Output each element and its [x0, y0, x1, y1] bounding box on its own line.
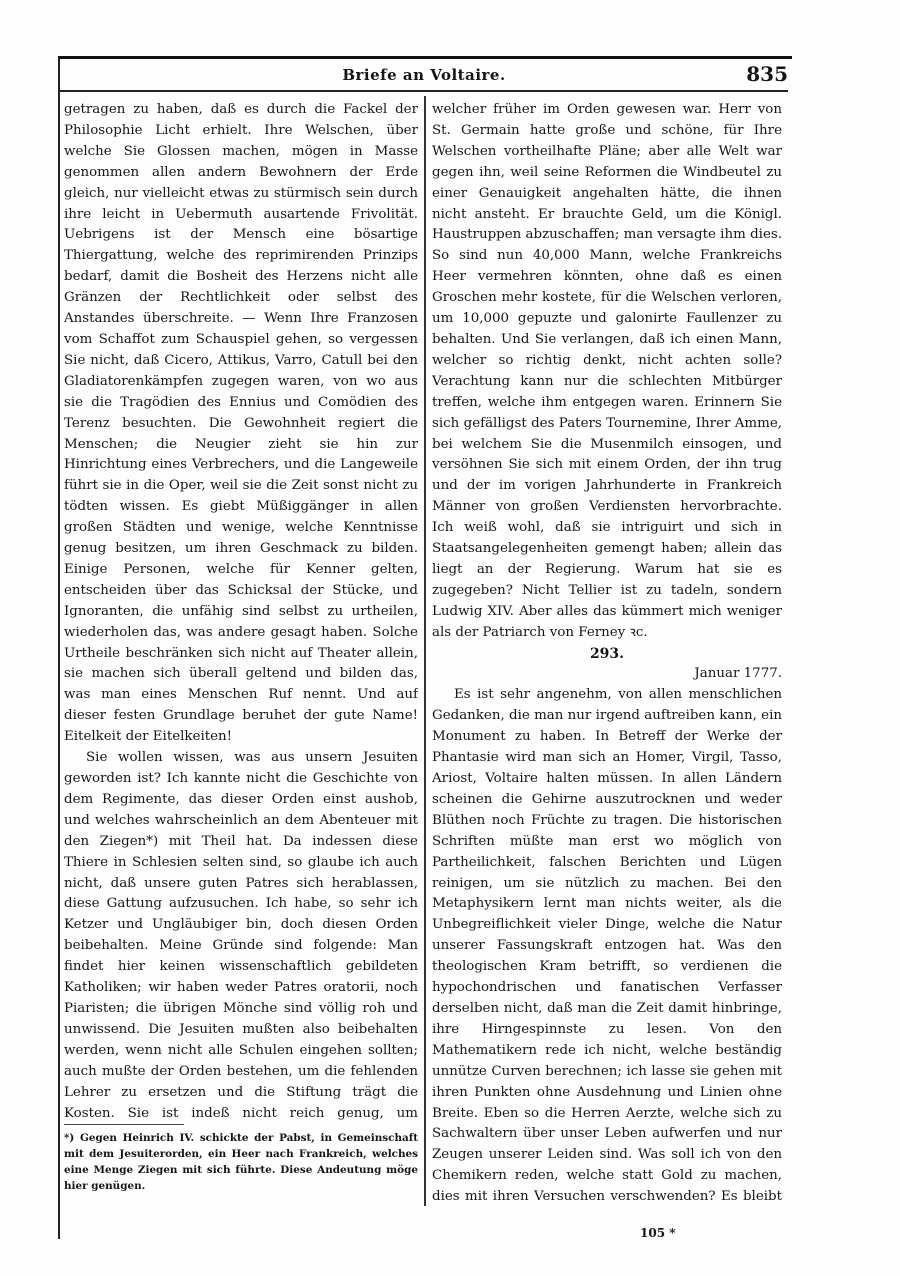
left-paragraph-2: Sie wollen wissen, was aus unsern Jesuiten geworden ist? Ich kannte nicht die Geschichte von dem Regimente, das dieser Orden einst aushob, und welches wahrscheinlich an dem Abenteuer mit den Ziegen*) mit Theil hat. Da indessen diese Thiere in Schlesien selten sind, so glaube ich auch nicht, daß unsere guten Patres sich herablassen, diese Gattung aufzusuchen. Ich habe, so sehr ich Ketzer und Ungläubiger bin, doch diesen Orden beibehalten. Meine Gründe sind folgende: Man findet hier keinen wissenschaftlich gebildeten Katholiken; wir haben weder Patres oratorii, noch Piaristen; die übrigen Mönche sind völlig roh und unwissend. Die Jesuiten mußten also beibehalten werden, wenn nicht alle Schulen eingehen sollten; auch mußte der Orden bestehen, um die fehlenden Lehrer zu ersetzen und die Stiftung trägt die Kosten. Sie ist indeß nicht reich genug, um — [64, 750, 418, 1120]
page-number: 835 — [746, 62, 788, 86]
right-paragraph-1: welcher früher im Orden gewesen war. Herr von St. Germain hatte große und schöne, für Ihre Welschen vortheilhafte Pläne; aber alle Welt war gegen ihn, weil seine Reformen die Windbeutel zu einer Genauigkeit angehalten hätte, die ihnen nicht ansteht. Er brauchte Geld, um die Königl. Haustruppen abzuschaffen; man versagte ihm dies. So sind nun 40,000 Mann, welche Frankreichs Heer vermehren könnten, ohne daß es einen Groschen mehr kostete, für die Welschen verloren, um 10,000 gepuzte und galonirte Faullenzer zu behalten. Und Sie verlangen, daß ich einen Mann, welcher so richtig denkt, nicht achten solle? Verachtung kann nur die schlechten Mitbürger treffen, welche ihm entgegen waren. Erinnern Sie sich gefälligst des Paters Tournemine, Ihrer Amme, bei welchem Sie die Musenmilch einsogen, und versöhnen Sie sich mit einem Orden, der ihn trug und der im vorigen Jahrhunderte in Frankreich Männer von großen Verdiensten hervorbrachte. Ich weiß wohl, daß sie intriguirt und sich in Staatsangelegenheiten gemengt haben; allein das liegt an der Regierung. Warum hat sie es zugegeben? Nicht Tellier ist zu tadeln, sondern Ludwig XIV. Aber alles das kümmert mich weniger als der Patriarch von Ferney ꝛc. — [432, 102, 782, 640]
page-header — [60, 60, 788, 92]
footnote-rule — [64, 1124, 184, 1125]
signature-mark: 105 * — [640, 1226, 676, 1240]
right-column — [432, 100, 782, 1210]
running-title: Briefe an Voltaire. — [342, 66, 506, 84]
footnote: *) Gegen Heinrich IV. schickte der Pabst, in Gemeinschaft mit dem Jesuiterorden, ein Heer nach Frankreich, welches eine Menge Ziegen mit sich führte. Diese Andeutung möge hier genügen. — [64, 1132, 418, 1192]
right-paragraph-2: Es ist sehr angenehm, von allen menschlichen Gedanken, die man nur irgend auftreiben kann, ein Monument zu haben. In Betreff der Werke der Phantasie wird man sich an Homer, Virgil, Tasso, Ariost, Voltaire halten müssen. In allen Ländern scheinen die Gehirne auszutrocknen und weder Blüthen noch Früchte zu tragen. Die historischen Schriften müßte man erst wo möglich von Partheilichkeit, falschen Berichten und Lügen reinigen, um sie nützlich zu machen. Bei den Metaphysikern lernt man nichts weiter, als die Unbegreiflichkeit vieler Dinge, welche die Natur unserer Fassungskraft entzogen hat. Was den theologischen Kram betrifft, so verdienen die hypochondrischen und fanatischen Verfasser derselben nicht, daß man die Zeit damit hinbringe, ihre Hirngespinnste zu lesen. Von den Mathematikern rede ich nicht, welche beständig unnütze Curven berechnen; ich lasse sie gehen mit ihren Punkten ohne Ausdehnung und Linien ohne Breite. Eben so die Herren Aerzte, welche sich zu Sachwaltern über unser Leben aufwerfen und nur Zeugen unserer Leiden sind. Was soll ich von den Chemikern reden, welche statt Gold zu machen, dies mit ihren Versuchen verschwenden? Es bleibt — [432, 687, 782, 1205]
left-column — [64, 100, 418, 1120]
column-divider — [424, 96, 426, 1206]
left-paragraph-1: getragen zu haben, daß es durch die Fackel der Philosophie Licht erhielt. Ihre Welschen, über welche Sie Glossen machen, mögen in Masse genommen allen andern Bewohnern der Erde gleich, nur vielleicht etwas zu stürmisch sein durch ihre leicht in Uebermuth ausartende Frivolität. Uebrigens ist der Mensch eine bösartige Thiergattung, welche des reprimirenden Prinzips bedarf, damit die Bosheit des Herzens nicht alle Gränzen der Rechtlichkeit oder selbst des Anstandes überschreite. — Wenn Ihre Franzosen vom Schaffot zum Schauspiel gehen, so vergessen Sie nicht, daß Cicero, Attikus, Varro, Catull bei den Gladiatorenkämpfen zugegen waren, von wo aus sie die Tragödien des Ennius und Comödien des Terenz besuchten. Die Gewohnheit regiert die Menschen; die Neugier zieht sie hin zur Hinrichtung eines Verbrechers, und die Langeweile führt sie in die Oper, weil sie die Zeit sonst nicht zu tödten wissen. Es giebt Müßiggänger in allen großen Städten und wenige, welche Kenntnisse genug besitzen, um ihren Geschmack zu bilden. Einige Personen, welche für Kenner gelten, entscheiden über das Schicksal der Stücke, und Ignoranten, die unfähig sind selbst zu urtheilen, wiederholen das, was andere gesagt haben. Solche Urtheile beschränken sich nicht auf Theater allein, sie machen sich überall geltend und bilden das, was man eines Menschen Ruf nennt. Und auf dieser festen Grundlage beruhet der gute Name! Eitelkeit der Eitelkeiten! — [64, 102, 418, 745]
letter-number: 293. — [589, 645, 625, 662]
letter-date: Januar 1777. — [694, 666, 782, 682]
